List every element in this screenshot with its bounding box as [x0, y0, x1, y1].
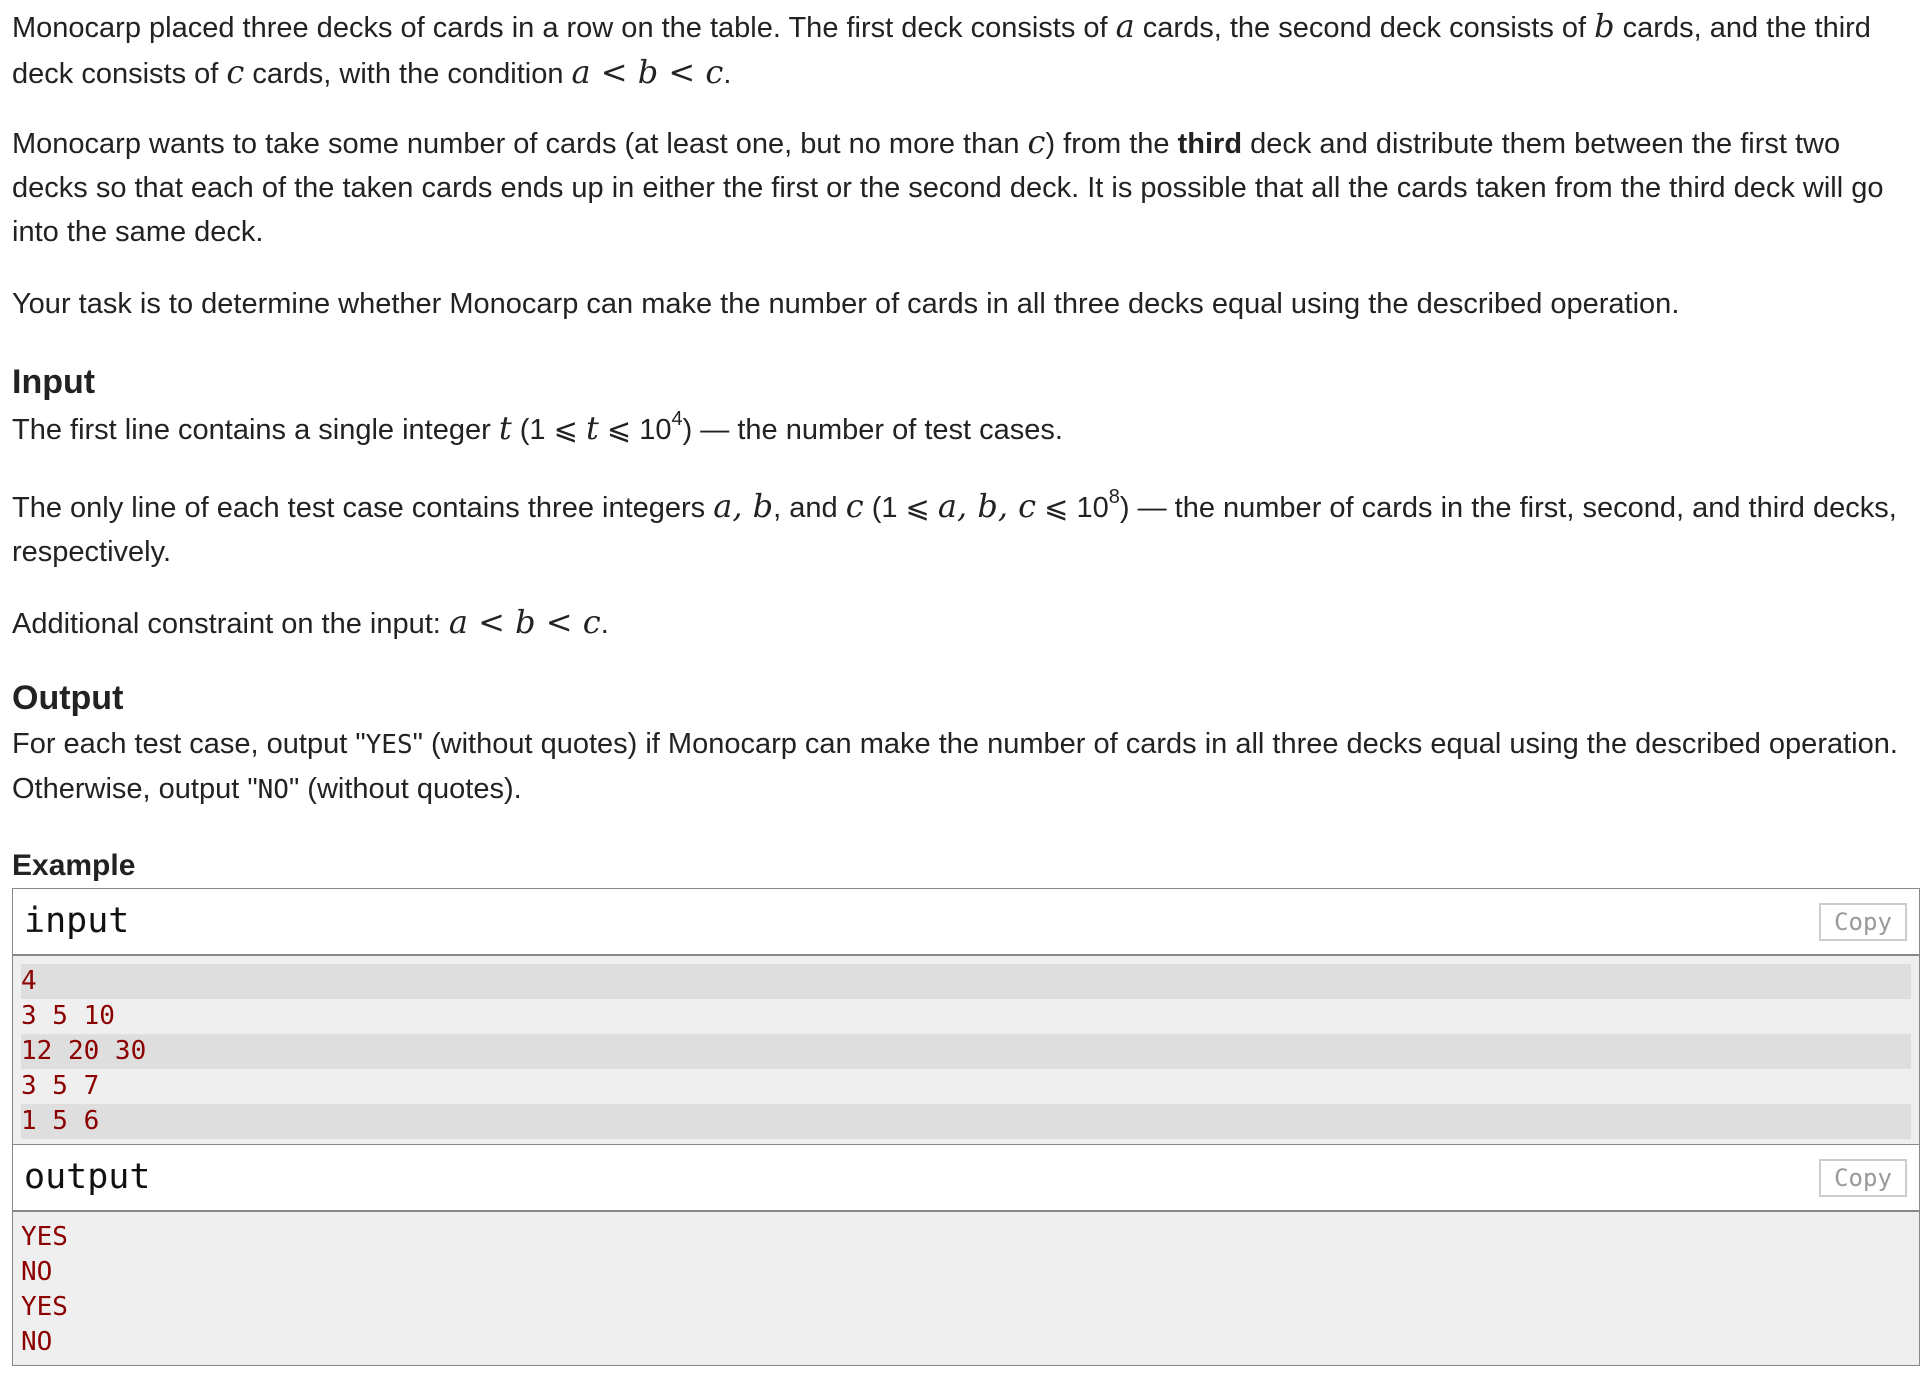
input-line: 4 — [21, 964, 1911, 999]
output-section-title: Output — [12, 679, 124, 717]
input-line: 1 5 6 — [21, 1104, 1911, 1139]
sample-output-content — [13, 1212, 1919, 1365]
var-b: b — [1594, 7, 1615, 45]
condition-formula: a < b < c — [571, 53, 724, 91]
var-a: a — [1115, 7, 1135, 45]
copy-input-button[interactable]: Copy — [1819, 903, 1907, 941]
sample-output-label: output — [24, 1157, 151, 1197]
output-line: YES — [21, 1292, 68, 1322]
sample-output-box — [12, 1144, 1920, 1366]
var-c: c — [1027, 123, 1046, 161]
bold-third: third — [1177, 128, 1243, 160]
legend-paragraph-3: Your task is to determine whether Monocarp can make the number of cards in all three decks equal using the described operation. — [12, 288, 1680, 320]
sample-input-content — [13, 956, 1919, 1145]
input-paragraph-1: The first line contains a single integer t (1 ⩽ t ⩽ $10^4$) — the number of test cases. — [12, 408, 1063, 447]
legend-paragraph-1: Monocarp placed three decks of cards in a row on the table. The first deck consists of a cards, the second deck consists of b cards, and the third deck consists of c cards, with the condition a < b < c. — [12, 7, 1871, 91]
input-line: 12 20 30 — [21, 1034, 1911, 1069]
input-line: 3 5 10 — [21, 1001, 115, 1031]
sample-input-box — [12, 888, 1920, 1146]
output-line: NO — [21, 1327, 53, 1357]
output-line: NO — [21, 1257, 53, 1287]
copy-output-button[interactable]: Copy — [1819, 1159, 1907, 1197]
input-section-title: Input — [12, 363, 96, 401]
sample-input-label: input — [24, 901, 130, 941]
sample-output-header — [13, 1145, 1919, 1212]
var-c: c — [226, 53, 245, 91]
input-line: 3 5 7 — [21, 1071, 100, 1101]
input-paragraph-2: The only line of each test case contains three integers a, b, and c (1 ⩽ a, b, c ⩽ $10^8$) — the number of cards in the first, second, and third decks, respectively. — [12, 486, 1897, 568]
input-paragraph-3: Additional constraint on the input: a < b < c. — [12, 603, 609, 641]
example-title: Example — [12, 849, 136, 882]
output-line: YES — [21, 1222, 68, 1252]
sample-input-header — [13, 889, 1919, 956]
output-paragraph: For each test case, output "YES" (without quotes) if Monocarp can make the number of cards in all three decks equal using the described operation. Otherwise, output "NO" (without quotes). — [12, 728, 1898, 805]
legend-paragraph-2: Monocarp wants to take some number of cards (at least one, but no more than c) from the third deck and distribute them between the first two decks so that each of the taken cards ends up in either the first or the second deck. It is possible that all the cards taken from the third deck will go into the same deck. — [12, 123, 1884, 248]
